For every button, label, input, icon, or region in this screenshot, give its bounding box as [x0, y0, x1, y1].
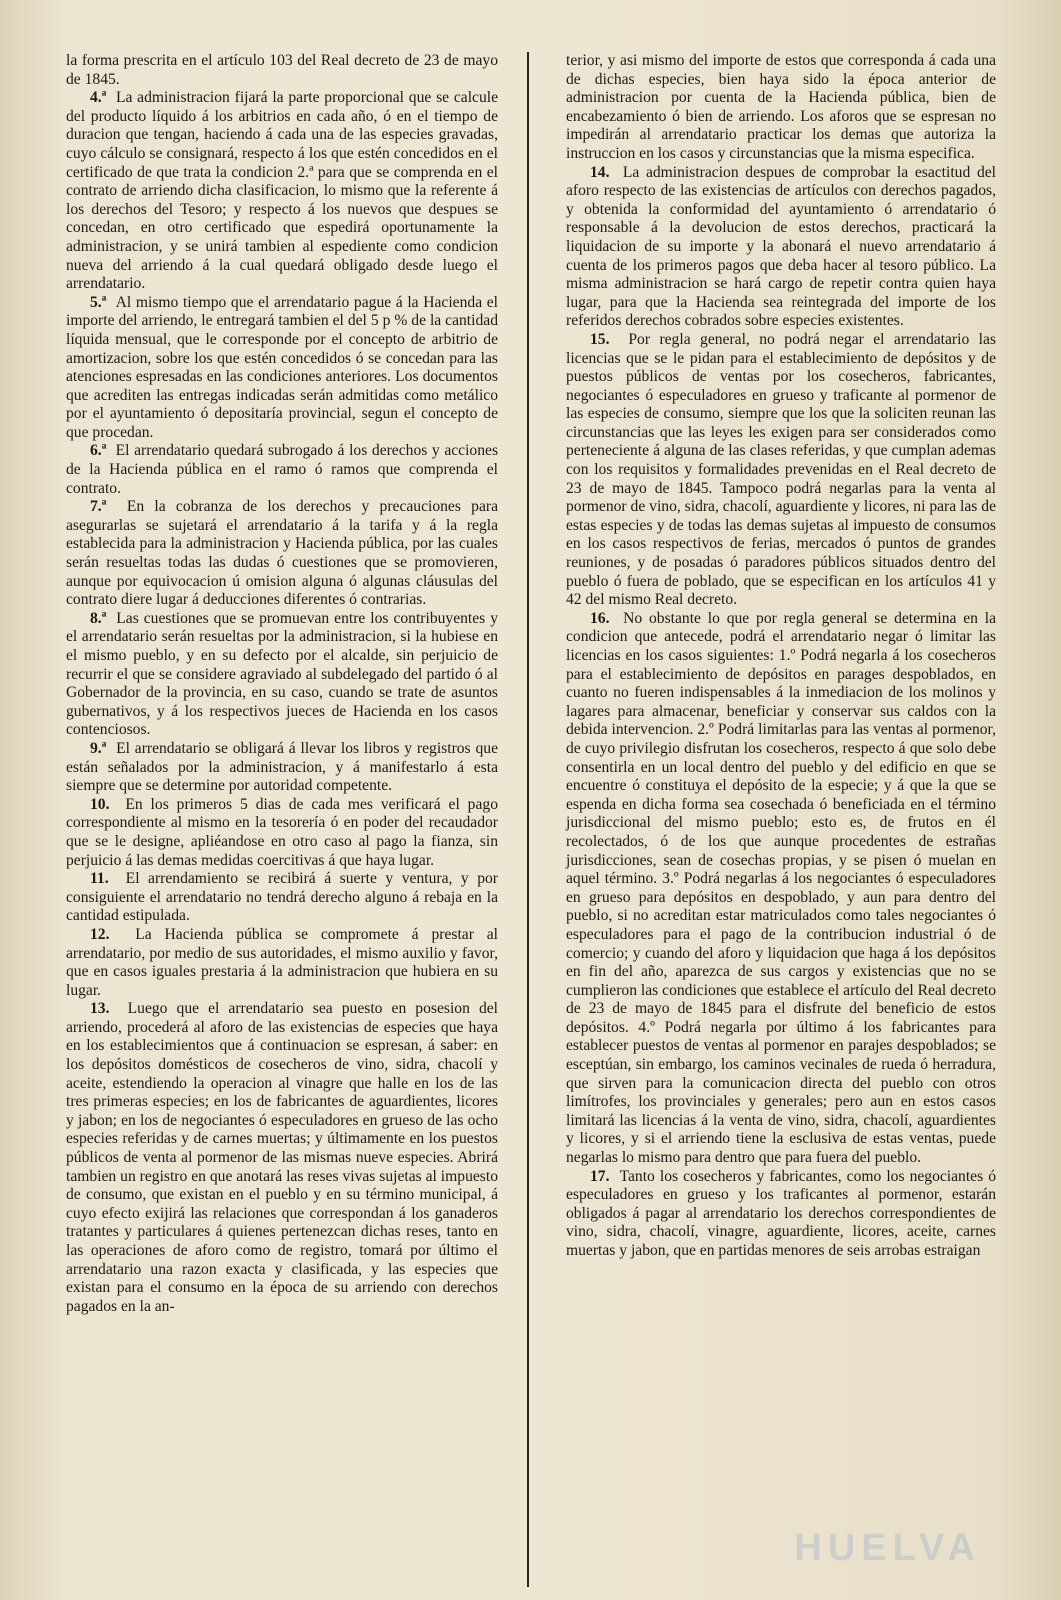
clause-text: El arrendamiento se recibirá á suerte y ventura, y por consiguiente el arrendatario no tendrá derecho alguno á rebaja en la cantidad estipulada.	[66, 870, 498, 925]
clause-paragraph	[66, 294, 498, 443]
clause-paragraph	[66, 498, 498, 610]
clause-text: terior, y asi mismo del importe de estos que corresponda á cada una de dichas especies, bien haya sido la época anterior de administracion por cuenta de la Hacienda pública, bien de encabezamiento ó bien de arriendo. Los aforos que se espresan no impedirán al arrendatario practicar los demas que autoriza la instruccion en los casos y circunstancias que la misma especifica.	[566, 52, 996, 162]
continued-paragraph	[566, 52, 996, 164]
clause-paragraph	[566, 610, 996, 1168]
clause-text: En la cobranza de los derechos y precauciones para asegurarlas se sujetará el arrendatario á la tarifa y á la regla establecida para la administracion y Hacienda pública, por las cuales serán resueltas todas las dudas ó cuestiones que se promovieren, aunque por equivocacion ú omision alguna ó algunas cláusulas del contrato diere lugar á deducciones diferentes ó contrarias.	[66, 498, 498, 609]
clause-number: 7.ª	[90, 498, 107, 516]
clause-paragraph	[566, 1168, 996, 1261]
clause-paragraph	[66, 442, 498, 498]
clause-paragraph	[566, 164, 996, 331]
clause-paragraph	[66, 740, 498, 796]
clause-text: Tanto los cosecheros y fabricantes, como los negociantes ó especuladores en grueso y los traficantes al pormenor, estarán obligados á pagar al arrendatario los derechos correspondientes de vino, sidra, chacolí, vinagre, aguardiente, licores, aceite, carnes muertas y jabon, que en partidas menores de seis arrobas estraigan	[566, 1167, 996, 1259]
left-column	[66, 52, 498, 1316]
continued-paragraph	[66, 52, 498, 89]
clause-text: La administracion despues de comprobar la esactitud del aforo respecto de las existencias de artículos con derechos pagados, y obtenida la conformidad del ayuntamiento ó arrendatario ó responsable á la devolucion de estos derechos, practicará la liquidacion de su importe y la abonará el nuevo arrendatario á cuenta de los primeros pagos que deba hacer al tesoro público. La misma administracion se hará cargo de repetir contra quien haya lugar, para que la Hacienda sea reintegrada del importe de los referidos derechos cobrados sobre especies existentes.	[566, 163, 996, 330]
clause-number: 16.	[590, 609, 610, 627]
clause-text: El arrendatario quedará subrogado á los derechos y acciones de la Hacienda pública en el ramo ó ramos que comprenda el contrato.	[66, 442, 499, 497]
watermark: HUELVA	[794, 1527, 981, 1569]
clause-number: 12.	[90, 925, 110, 943]
clause-number: 10.	[90, 795, 110, 813]
clause-number: 4.ª	[90, 89, 107, 107]
clause-paragraph	[566, 331, 996, 610]
clause-number: 11.	[90, 870, 109, 888]
right-column	[566, 52, 996, 1261]
column-divider	[527, 52, 529, 1587]
clause-text: Las cuestiones que se promuevan entre los contribuyentes y el arrendatario serán resueltas por la administracion, si la hubiese en el mismo pueblo, y en su defecto por el alcalde, sin perjuicio de recurrir el que se considere agraviado al subdelegado del partido ó al Gobernador de la provincia, en su caso, cuando se trate de asuntos gubernativos, y á los respectivos jueces de Hacienda en los casos contenciosos.	[66, 609, 498, 739]
clause-paragraph	[66, 796, 498, 870]
clause-text: Al mismo tiempo que el arrendatario pague á la Hacienda el importe del arriendo, le entregará tambien el del 5 p % de la cantidad líquida mensual, que le corresponde por el concepto de arbitrio de amortizacion, sobre los que estén concedidos ó se concedan para las atenciones espresadas en las condiciones anteriores. Los documentos que acrediten las entregas indicadas serán admitidas como metálico por el ayuntamiento ó depositaría provincial, segun el concepto de que procedan.	[66, 293, 499, 441]
clause-number: 6.ª	[90, 442, 107, 460]
clause-number: 13.	[90, 1000, 110, 1018]
clause-number: 8.ª	[90, 609, 107, 627]
clause-paragraph	[66, 610, 498, 740]
clause-paragraph	[66, 1000, 498, 1316]
clause-text: En los primeros 5 dias de cada mes verificará el pago correspondiente al mismo en la tesorería ó en poder del recaudador que se le designe, apliéandose en otro caso al pago la fianza, sin perjuicio á las demas medidas coercitivas á que haya lugar.	[66, 795, 498, 869]
clause-number: 17.	[590, 1167, 610, 1185]
clause-text: la forma prescrita en el artículo 103 del Real decreto de 23 de mayo de 1845.	[66, 52, 498, 88]
clause-number: 9.ª	[90, 739, 107, 757]
clause-number: 5.ª	[90, 293, 107, 311]
clause-text: La administracion fijará la parte proporcional que se calcule del producto líquido á los arbitrios en cada año, ó en el tiempo de duracion que tengan, haciendo á cada una de las especies gravadas, cuyo cálculo se consignará, respecto á los que estén concedidos en el certificado de que trata la condicion 2.ª para que se comprenda en el contrato de arriendo dicha clasificacion, lo mismo que la referente á los derechos del Tesoro; y respecto á los nuevos que despues se concedan, en otro certificado que espedirá oportunamente la administracion, y se unirá tambien al espediente como condicion nueva del arriendo á la cual quedará obligado desde luego el arrendatario.	[66, 89, 498, 293]
clause-paragraph	[66, 89, 498, 294]
clause-text: La Hacienda pública se compromete á prestar al arrendatario, por medio de sus autoridades, el mismo auxilio y favor, que en casos iguales prestaria á la administracion que hubiera en su lugar.	[66, 925, 499, 999]
clause-paragraph	[66, 870, 498, 926]
clause-text: Por regla general, no podrá negar el arrendatario las licencias que se le pidan para el establecimiento de depósitos y de puestos públicos de ventas por los cosecheros, fabricantes, negociantes ó especuladores en grueso y traficante al pormenor de las especies de consumo, siempre que los que la soliciten reunan las circunstancias que las leyes les exigen para ser considerados como perteneciente á alguna de las clases referidas, y que cumplan ademas con los requisitos y formalidades prevenidas en el Real decreto de 23 de mayo de 1845. Tampoco podrá negarlas para la venta al pormenor de vino, sidra, chacolí, aguardiente y licores, ni para las de estas especies y de todas las demas sujetas al impuesto de consumos en los casos respectivos de ferias, mercados ó puntos de grandes reuniones, y de posadas ó paradores públicos situados dentro del pueblo ó fuera de poblado, que se especifican en los artículos 41 y 42 del mismo Real decreto.	[566, 330, 997, 609]
clause-number: 15.	[590, 330, 610, 348]
clause-text: No obstante lo que por regla general se determina en la condicion que antecede, podrá el arrendatario negar ó limitar las licencias en los casos siguientes: 1.º Podrá negarla á los cosecheros para el establecimiento de depósitos en parages despoblados, en cuanto no fueren indispensables á la inmediacion de los molinos y lagares para almacenar, beneficiar y conservar sus caldos con la debida intervencion. 2.º Podrá limitarlas para las ventas al pormenor, de cuyo privilegio disfrutan los cosecheros, respecto á que solo debe consentirla en un local dentro del pueblo y del edificio en que se encuentre ó constituya el depósito de la especie; y á que la que se espenda en dicha forma sea cosechada ó beneficiada en el término jurisdiccional del mismo pueblo; esto es, de frutos en él recolectados, ó de los que aunque procedentes de estrañas jurisdicciones, sean de cosechas propias, y se pisen ó muelan en aquel término. 3.º Podrá negarlas á los negociantes ó especuladores en grueso para depósitos en despoblado, y aun para dentro del pueblo, si no acreditan estar matriculados como tales negociantes ó especuladores para el pago de la contribucion industrial ó de comercio; y cuando del aforo y liquidacion que haga á los depósitos en fin del año, aparezca de sus cargos y existencias que no se cumplieron las condiciones que establece el artículo del Real decreto de 23 de mayo de 1845 para el disfrute del beneficio de estos depósitos. 4.º Podrá negarla por último á los fabricantes para establecer puestos de ventas al pormenor en parajes despoblados; se esceptúan, sin embargo, los caminos vecinales de rueda ó herradura, que sirven para la comunicacion directa del pueblo con otros limítrofes, los provinciales y generales; pero aun en estos casos limitará las licencias á la venta de vino, sidra, chacolí, aguardientes y licores, y si el arriendo tiene la esclusiva de estas ventas, puede negarlas lo mismo para dentro que para fuera del pueblo.	[566, 609, 997, 1167]
clause-paragraph	[66, 926, 498, 1000]
clause-text: El arrendatario se obligará á llevar los libros y registros que están señalados por la administracion, y á manifestarlo á esta siempre que se determine por autoridad competente.	[66, 739, 498, 795]
clause-number: 14.	[590, 163, 610, 181]
clause-text: Luego que el arrendatario sea puesto en posesion del arriendo, procederá al aforo de las existencias de especies que haya en los establecimientos que á continuacion se espresan, á saber: en los depósitos domésticos de cosecheros de vino, sidra, chacolí y aceite, estendiendo la operacion al vinagre que halle en los de las tres primeras especies; en los de fabricantes de aguardientes, licores y jabon; en los de negociantes ó especuladores en grueso de las ocho especies referidas y de carnes muertas; y últimamente en los puestos públicos de venta al pormenor de las mismas nueve especies. Abrirá tambien un registro en que anotará las reses vivas sujetas al impuesto de consumo, que existan en el pueblo y en su término municipal, á cuyo efecto exijirá las relaciones que correspondan á los ganaderos tratantes y particulares á quienes pertenezcan dichas reses, tanto en las operaciones de aforo como de registro, tomará por último el arrendatario una razon exacta y clasificada, y las especies que existan para el consumo en la época de su arriendo con derechos pagados en la an-	[66, 1000, 498, 1315]
